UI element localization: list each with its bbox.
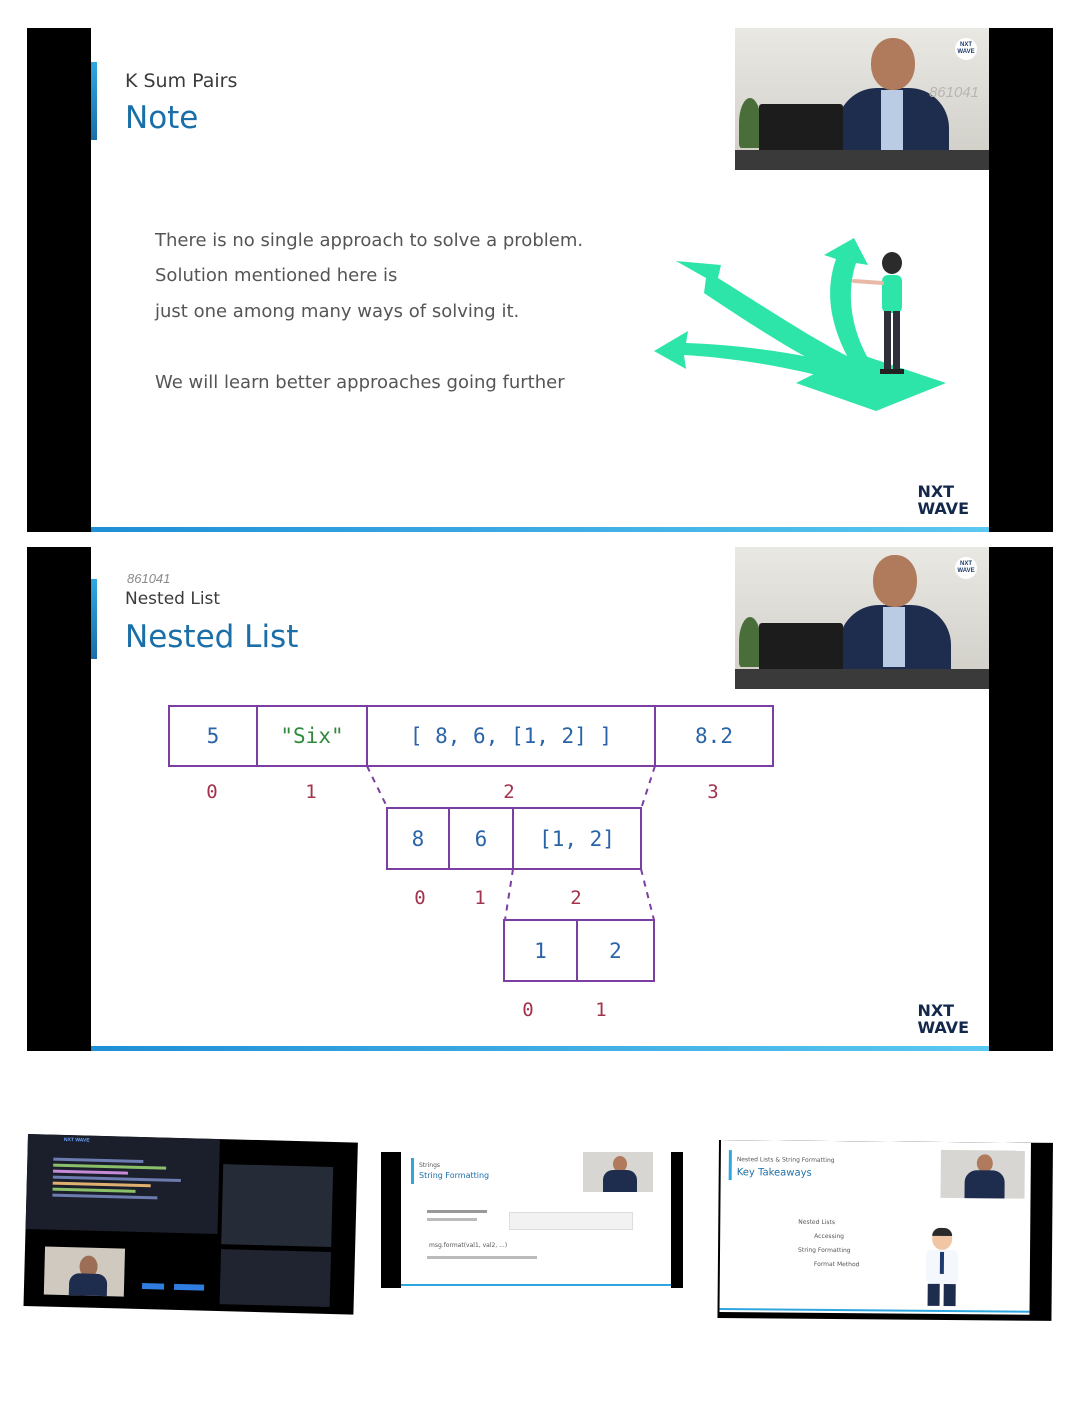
plant-icon — [739, 98, 761, 148]
presenter-webcam — [735, 28, 989, 170]
presenter-webcam — [735, 547, 989, 689]
cartoon-presenter-illustration — [918, 1228, 969, 1308]
slide-subtitle: Nested List — [125, 589, 221, 609]
nxtwave-logo: NXT WAVE — [917, 1001, 969, 1037]
inner-list-index-0: 0 — [414, 887, 426, 909]
code-lines — [52, 1155, 203, 1204]
presenter-avatar — [871, 38, 915, 90]
list-cell-0: 5 — [168, 705, 258, 767]
slide-bottom-line — [91, 1046, 989, 1051]
bullet-4: Format Method — [813, 1260, 860, 1269]
slide-bottom-line — [91, 527, 989, 532]
code-snippet: msg.format(val1, val2, ...) — [429, 1242, 508, 1249]
thumbnail-code-editor[interactable] — [23, 1134, 357, 1315]
slide-title: Nested List — [125, 619, 299, 655]
innermost-list-index-1: 1 — [595, 999, 607, 1021]
list-index-3: 3 — [707, 781, 719, 803]
presenter-avatar — [873, 555, 917, 607]
accent-bar — [91, 62, 97, 140]
innermost-list-cell-1: 2 — [576, 919, 655, 982]
list-index-1: 1 — [305, 781, 317, 803]
list-index-2: 2 — [503, 781, 515, 803]
slide-note — [27, 28, 1053, 532]
slide-title: Note — [125, 100, 199, 136]
innermost-list-cell-0: 1 — [503, 919, 578, 982]
inner-list-cell-1: 6 — [448, 807, 514, 870]
inner-list-cell-0: 8 — [386, 807, 450, 870]
note-line-1: There is no single approach to solve a problem. — [155, 230, 584, 251]
bullet-3: String Formatting — [798, 1246, 851, 1255]
thumbnail-string-formatting[interactable] — [381, 1152, 683, 1288]
inner-list-index-1: 1 — [474, 887, 486, 909]
bullet-1: Nested Lists — [798, 1218, 836, 1227]
watermark: 861041 — [127, 571, 171, 586]
plant-icon — [739, 617, 761, 667]
nxtwave-logo: NXT WAVE — [917, 482, 969, 518]
note-line-4: We will learn better approaches going further — [155, 372, 565, 393]
note-line-3: just one among many ways of solving it. — [155, 301, 520, 322]
run-button[interactable] — [142, 1283, 164, 1290]
nxtwave-logo: NXT WAVE — [63, 1136, 90, 1144]
watermark: 861041 — [928, 84, 979, 101]
list-cell-3: 8.2 — [654, 705, 774, 767]
slide-subtitle: Nested Lists & String Formatting — [736, 1156, 835, 1165]
inner-list-index-2: 2 — [570, 887, 582, 909]
slide-title: Key Takeaways — [736, 1167, 812, 1179]
nxtwave-badge: NXT WAVE — [955, 38, 977, 60]
slide-subtitle: K Sum Pairs — [125, 70, 238, 92]
thumbnail-key-takeaways[interactable] — [717, 1140, 1053, 1321]
crossroads-arrows-illustration — [646, 233, 956, 418]
slide-subtitle: Strings — [419, 1162, 441, 1169]
nxtwave-badge: NXT WAVE — [955, 557, 977, 579]
submit-button[interactable] — [174, 1284, 204, 1291]
slide-title: String Formatting — [419, 1171, 490, 1180]
slide-nested-list — [27, 547, 1053, 1051]
list-index-0: 0 — [206, 781, 218, 803]
inner-list-cell-2: [1, 2] — [512, 807, 642, 870]
innermost-list-index-0: 0 — [522, 999, 534, 1021]
list-cell-1: "Six" — [256, 705, 368, 767]
note-line-2: Solution mentioned here is — [155, 265, 398, 286]
list-cell-2: [ 8, 6, [1, 2] ] — [366, 705, 656, 767]
bullet-2: Accessing — [814, 1232, 845, 1241]
